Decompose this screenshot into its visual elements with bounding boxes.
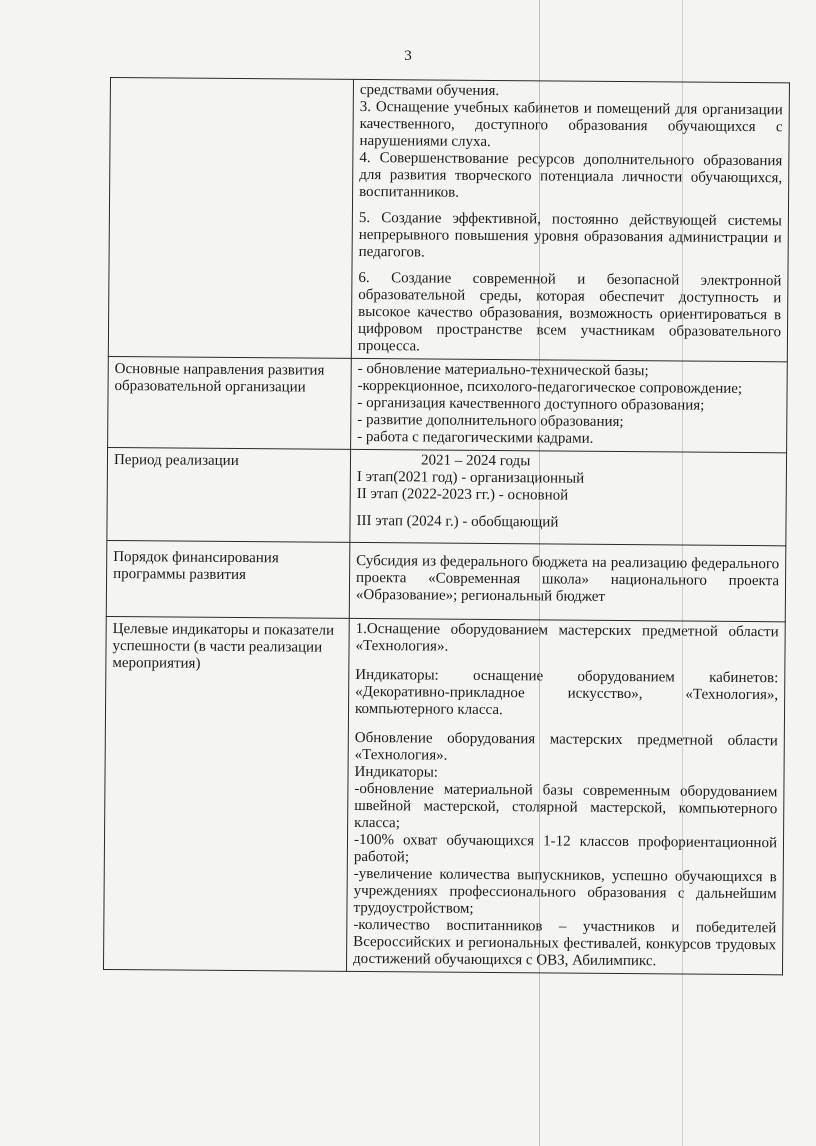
table-row bbox=[103, 616, 785, 974]
paragraph: Индикаторы: оснащение оборудованием кабинетов: «Декоративно-прикладное искусство», «Технология», компьютерного класса. bbox=[354, 666, 779, 719]
list-item: - обновление материально-технической базы; bbox=[357, 360, 649, 380]
paragraph: 5. Создание эффективной, постоянно действующей системы непрерывного повышения уровня образования администрации и педагогов. bbox=[358, 209, 782, 261]
table-row bbox=[107, 447, 787, 545]
table-row bbox=[108, 78, 789, 362]
paragraph: 6. Создание современной и безопасной электронной образовательной среды, которая обеспечит доступность и высокое качество образования, возможность ориентироваться в цифровом пространстве всем участникам образовательного процесса. bbox=[357, 269, 782, 355]
row-content-period bbox=[350, 449, 787, 545]
list-item: - организация качественного доступного образования; bbox=[357, 394, 705, 414]
period-years: 2021 – 2024 годы bbox=[420, 452, 531, 470]
row-label: Порядок финансирования программы развития bbox=[106, 540, 350, 618]
row-label: Период реализации bbox=[107, 447, 351, 542]
indicator-item: -увеличение количества выпускников, успешно обучающихся в учреждениях профессионального образования с дальнейшим трудоустройством; bbox=[353, 865, 777, 917]
stage-item: II этап (2022-2023 гг.) - основной bbox=[356, 485, 569, 504]
indicator-item: -обновление материальной базы современным оборудованием швейной мастерской, столярной мастерской, компьютерного класса; bbox=[354, 780, 778, 832]
list-item: - развитие дополнительного образования; bbox=[357, 411, 624, 431]
stage-item: I этап(2021 год) - организационный bbox=[356, 468, 585, 487]
table-row bbox=[108, 356, 788, 452]
list-item: - работа с педагогическими кадрами. bbox=[357, 428, 594, 447]
paragraph: средствами обучения. bbox=[359, 81, 500, 100]
row-content-directions bbox=[351, 358, 788, 452]
paragraph: 3. Оснащение учебных кабинетов и помещений для организации качественного, доступного образования обучающихся с нарушениями слуха. bbox=[359, 98, 783, 150]
row-content-goals bbox=[351, 79, 789, 361]
paragraph: Обновление оборудования мастерских предметной области «Технология». bbox=[354, 729, 778, 764]
row-label bbox=[108, 78, 353, 359]
stage-item: III этап (2024 г.) - обобщающий bbox=[356, 512, 559, 531]
paragraph: 1.Оснащение оборудованием мастерских предметной области «Технология». bbox=[355, 620, 779, 655]
financing-text: Субсидия из федерального бюджета на реализацию федерального проекта «Современная школа» национального проекта «Образование»; региональный бюджет bbox=[355, 552, 780, 605]
row-content-indicators bbox=[346, 618, 785, 974]
paragraph: 4. Совершенствование ресурсов дополнительного образования для развития творческого потенциала личности обучающихся, воспитанников. bbox=[359, 149, 783, 201]
list-item: -коррекционное, психолого-педагогическое сопровождение; bbox=[357, 377, 743, 397]
table-row bbox=[106, 540, 786, 621]
indicator-item: -100% охват обучающихся 1-12 классов профориентационной работой; bbox=[353, 831, 778, 866]
row-label: Основные направления развития образовательной организации bbox=[108, 356, 352, 449]
row-content-financing bbox=[349, 542, 786, 621]
indicator-item: -количество воспитанников – участников и победителей Всероссийских и региональных фестивалей, конкурсов трудовых достижений обучающихся с ОВЗ, Абилимпикс. bbox=[353, 916, 777, 970]
paragraph: Индикаторы: bbox=[354, 763, 439, 781]
row-label: Целевые индикаторы и показатели успешности (в части реализации мероприятия) bbox=[103, 616, 349, 971]
page-number: 3 bbox=[404, 48, 412, 64]
program-passport-table bbox=[103, 77, 790, 975]
